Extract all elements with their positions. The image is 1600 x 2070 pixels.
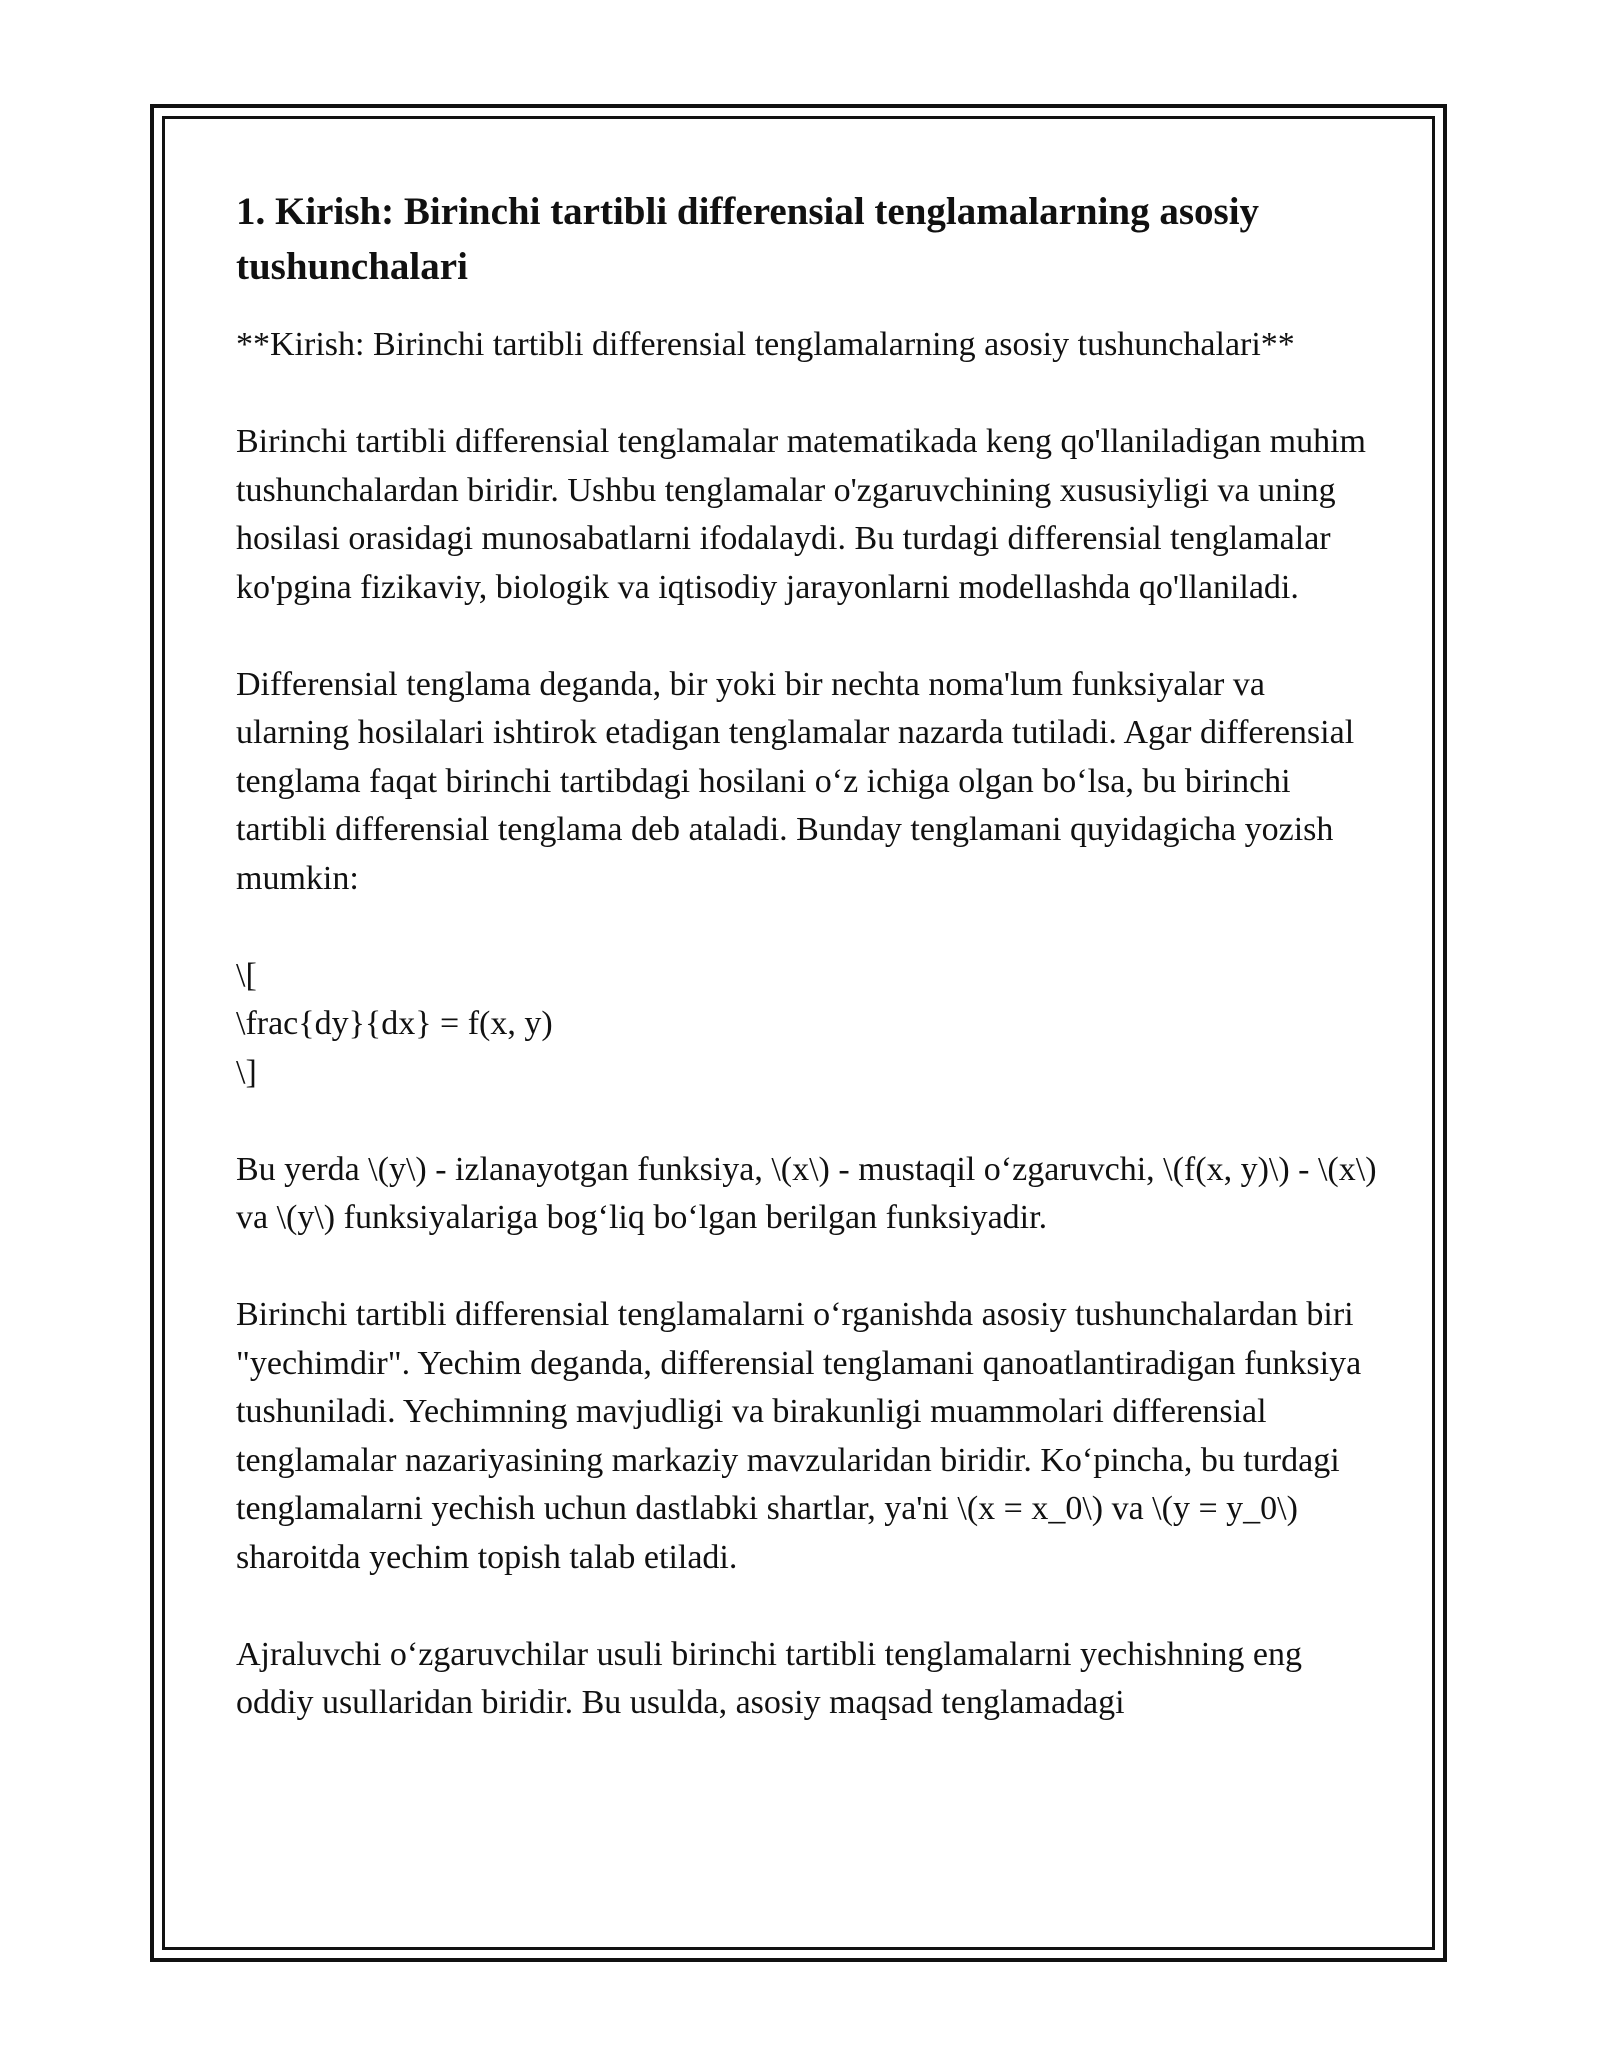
paragraph-variables: Bu yerda \(y\) - izlanayotgan funksiya, \(x\) - mustaqil o‘zgaruvchi, \(f(x, y)\) - \(x\) va \(y\) funksiyalariga bog‘liq bo‘lgan berilgan funksiyadir. xyxy=(236,1150,1377,1236)
document-body xyxy=(236,184,1386,1776)
section-heading: 1. Kirish: Birinchi tartibli differensial tenglamalarning asosiy tushunchalari xyxy=(236,190,1260,288)
paragraph-differential-equation: Differensial tenglama deganda, bir yoki bir nechta noma'lum funksiyalar va ularning hosilalari ishtirok etadigan tenglamalar nazarda tutiladi. Agar differensial tenglama faqat birinchi tartibdagi hosilani o‘z ichiga olgan bo‘lsa, bu birinchi tartibli differensial tenglama deb ataladi. Bunday tenglamani quyidagicha yozish mumkin: xyxy=(236,665,1355,897)
intro-bold-title: **Kirish: Birinchi tartibli differensial tenglamalarning asosiy tushunchalari** xyxy=(236,326,1295,363)
paragraph-separable-method: Ajraluvchi o‘zgaruvchilar usuli birinchi tartibli tenglamalarni yechishning eng oddiy usullaridan biridir. Bu usulda, asosiy maqsad tenglamadagi xyxy=(236,1635,1302,1721)
paragraph-solution: Birinchi tartibli differensial tenglamalarni o‘rganishda asosiy tushunchalardan biri "yechimdir". Yechim deganda, differensial tenglamani qanoatlantiradigan funksiya tushuniladi. Yechimning mavjudligi va birakunligi muammolari differensial tenglamalar nazariyasining markaziy mavzularidan biridir. Ko‘pincha, bu turdagi tenglamalarni yechish uchun dastlabki shartlar, ya'ni \(x = x_0\) va \(y = y_0\) sharoitda yechim topish talab etiladi. xyxy=(236,1296,1362,1576)
formula-block: \[ \frac{dy}{dx} = f(x, y) \] xyxy=(236,956,553,1091)
paragraph-definition: Birinchi tartibli differensial tenglamalar matematikada keng qo'llaniladigan muhim tushunchalardan biridir. Ushbu tenglamalar o'zgaruvchining xususiyligi va uning hosilasi orasidagi munosabatlarni ifodalaydi. Bu turdagi differensial tenglamalar ko'pgina fizikaviy, biologik va iqtisodiy jarayonlarni modellashda qo'llaniladi. xyxy=(236,423,1366,606)
